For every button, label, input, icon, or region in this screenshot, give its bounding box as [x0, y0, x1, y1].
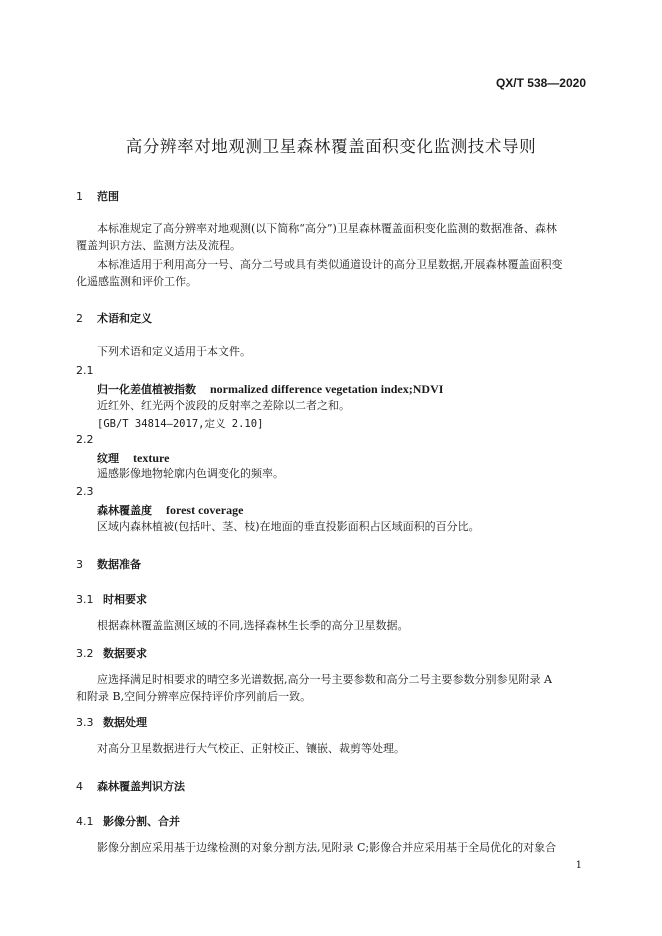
- document-title: 高分辨率对地观测卫星森林覆盖面积变化监测技术导则: [125, 137, 537, 156]
- term-heading: [97, 502, 243, 518]
- paragraph-line: 本标准规定了高分辨率对地观测(以下简称“高分”)卫星森林覆盖面积变化监测的数据准备、森林: [97, 222, 557, 235]
- section-number: 1: [76, 190, 83, 203]
- term-number: 2.1: [76, 364, 94, 377]
- paragraph-line: 覆盖判识方法、监测方法及流程。: [76, 239, 241, 252]
- paragraph-line: 下列术语和定义适用于本文件。: [97, 345, 251, 358]
- term-number: 2.3: [76, 485, 94, 498]
- document-code: QX/T 538—2020: [495, 76, 586, 90]
- term-cn: 纹理: [97, 452, 119, 465]
- section-heading-3: [76, 556, 141, 572]
- subsection-heading-3-2: [76, 645, 147, 661]
- term-heading: [97, 450, 169, 466]
- term-en: forest coverage: [166, 503, 244, 517]
- paragraph-line: 对高分卫星数据进行大气校正、正射校正、镶嵌、裁剪等处理。: [97, 742, 405, 755]
- subsection-number: 3.1: [76, 593, 94, 606]
- subsection-number: 3.3: [76, 716, 94, 729]
- section-number: 3: [76, 558, 83, 571]
- term-source: [GB/T 34814—2017,定义 2.10]: [97, 418, 264, 430]
- subsection-title: 影像分割、合并: [103, 815, 180, 828]
- term-en: normalized difference vegetation index;NDVI: [210, 382, 444, 396]
- subsection-title: 时相要求: [103, 593, 147, 606]
- paragraph-line: 和附录 B,空间分辨率应保持评价序列前后一致。: [76, 690, 312, 703]
- term-definition: 遥感影像地物轮廓内色调变化的频率。: [97, 467, 284, 480]
- section-heading-1: [76, 188, 119, 204]
- subsection-heading-3-3: [76, 714, 147, 730]
- paragraph-line: 化遥感监测和评价工作。: [76, 275, 197, 288]
- subsection-number: 4.1: [76, 815, 94, 828]
- section-title: 数据准备: [97, 558, 141, 571]
- subsection-title: 数据要求: [103, 647, 147, 660]
- subsection-heading-4-1: [76, 813, 180, 829]
- paragraph-line: 根据森林覆盖监测区域的不同,选择森林生长季的高分卫星数据。: [97, 619, 409, 632]
- paragraph-line: 本标准适用于利用高分一号、高分二号或具有类似通道设计的高分卫星数据,开展森林覆盖面积变: [97, 258, 563, 271]
- page-number: 1: [575, 860, 582, 871]
- paragraph-line: 应选择满足时相要求的晴空多光谱数据,高分一号主要参数和高分二号主要参数分别参见附录 A: [97, 673, 552, 686]
- term-en: texture: [133, 451, 170, 465]
- term-heading: [97, 381, 443, 397]
- section-title: 范围: [97, 190, 119, 203]
- section-number: 2: [76, 312, 83, 325]
- subsection-number: 3.2: [76, 647, 94, 660]
- paragraph-line: 影像分割应采用基于边缘检测的对象分割方法,见附录 C;影像合并应采用基于全局优化的对象合: [97, 841, 557, 854]
- section-heading-4: [76, 778, 185, 794]
- term-definition: 近红外、红光两个波段的反射率之差除以二者之和。: [97, 399, 350, 412]
- section-title: 森林覆盖判识方法: [97, 780, 185, 793]
- term-cn: 森林覆盖度: [97, 504, 152, 517]
- section-title: 术语和定义: [97, 312, 152, 325]
- term-definition: 区域内森林植被(包括叶、茎、枝)在地面的垂直投影面积占区域面积的百分比。: [97, 520, 480, 533]
- subsection-heading-3-1: [76, 591, 147, 607]
- term-cn: 归一化差值植被指数: [97, 383, 196, 396]
- section-number: 4: [76, 780, 83, 793]
- term-number: 2.2: [76, 433, 94, 446]
- subsection-title: 数据处理: [103, 716, 147, 729]
- section-heading-2: [76, 310, 152, 326]
